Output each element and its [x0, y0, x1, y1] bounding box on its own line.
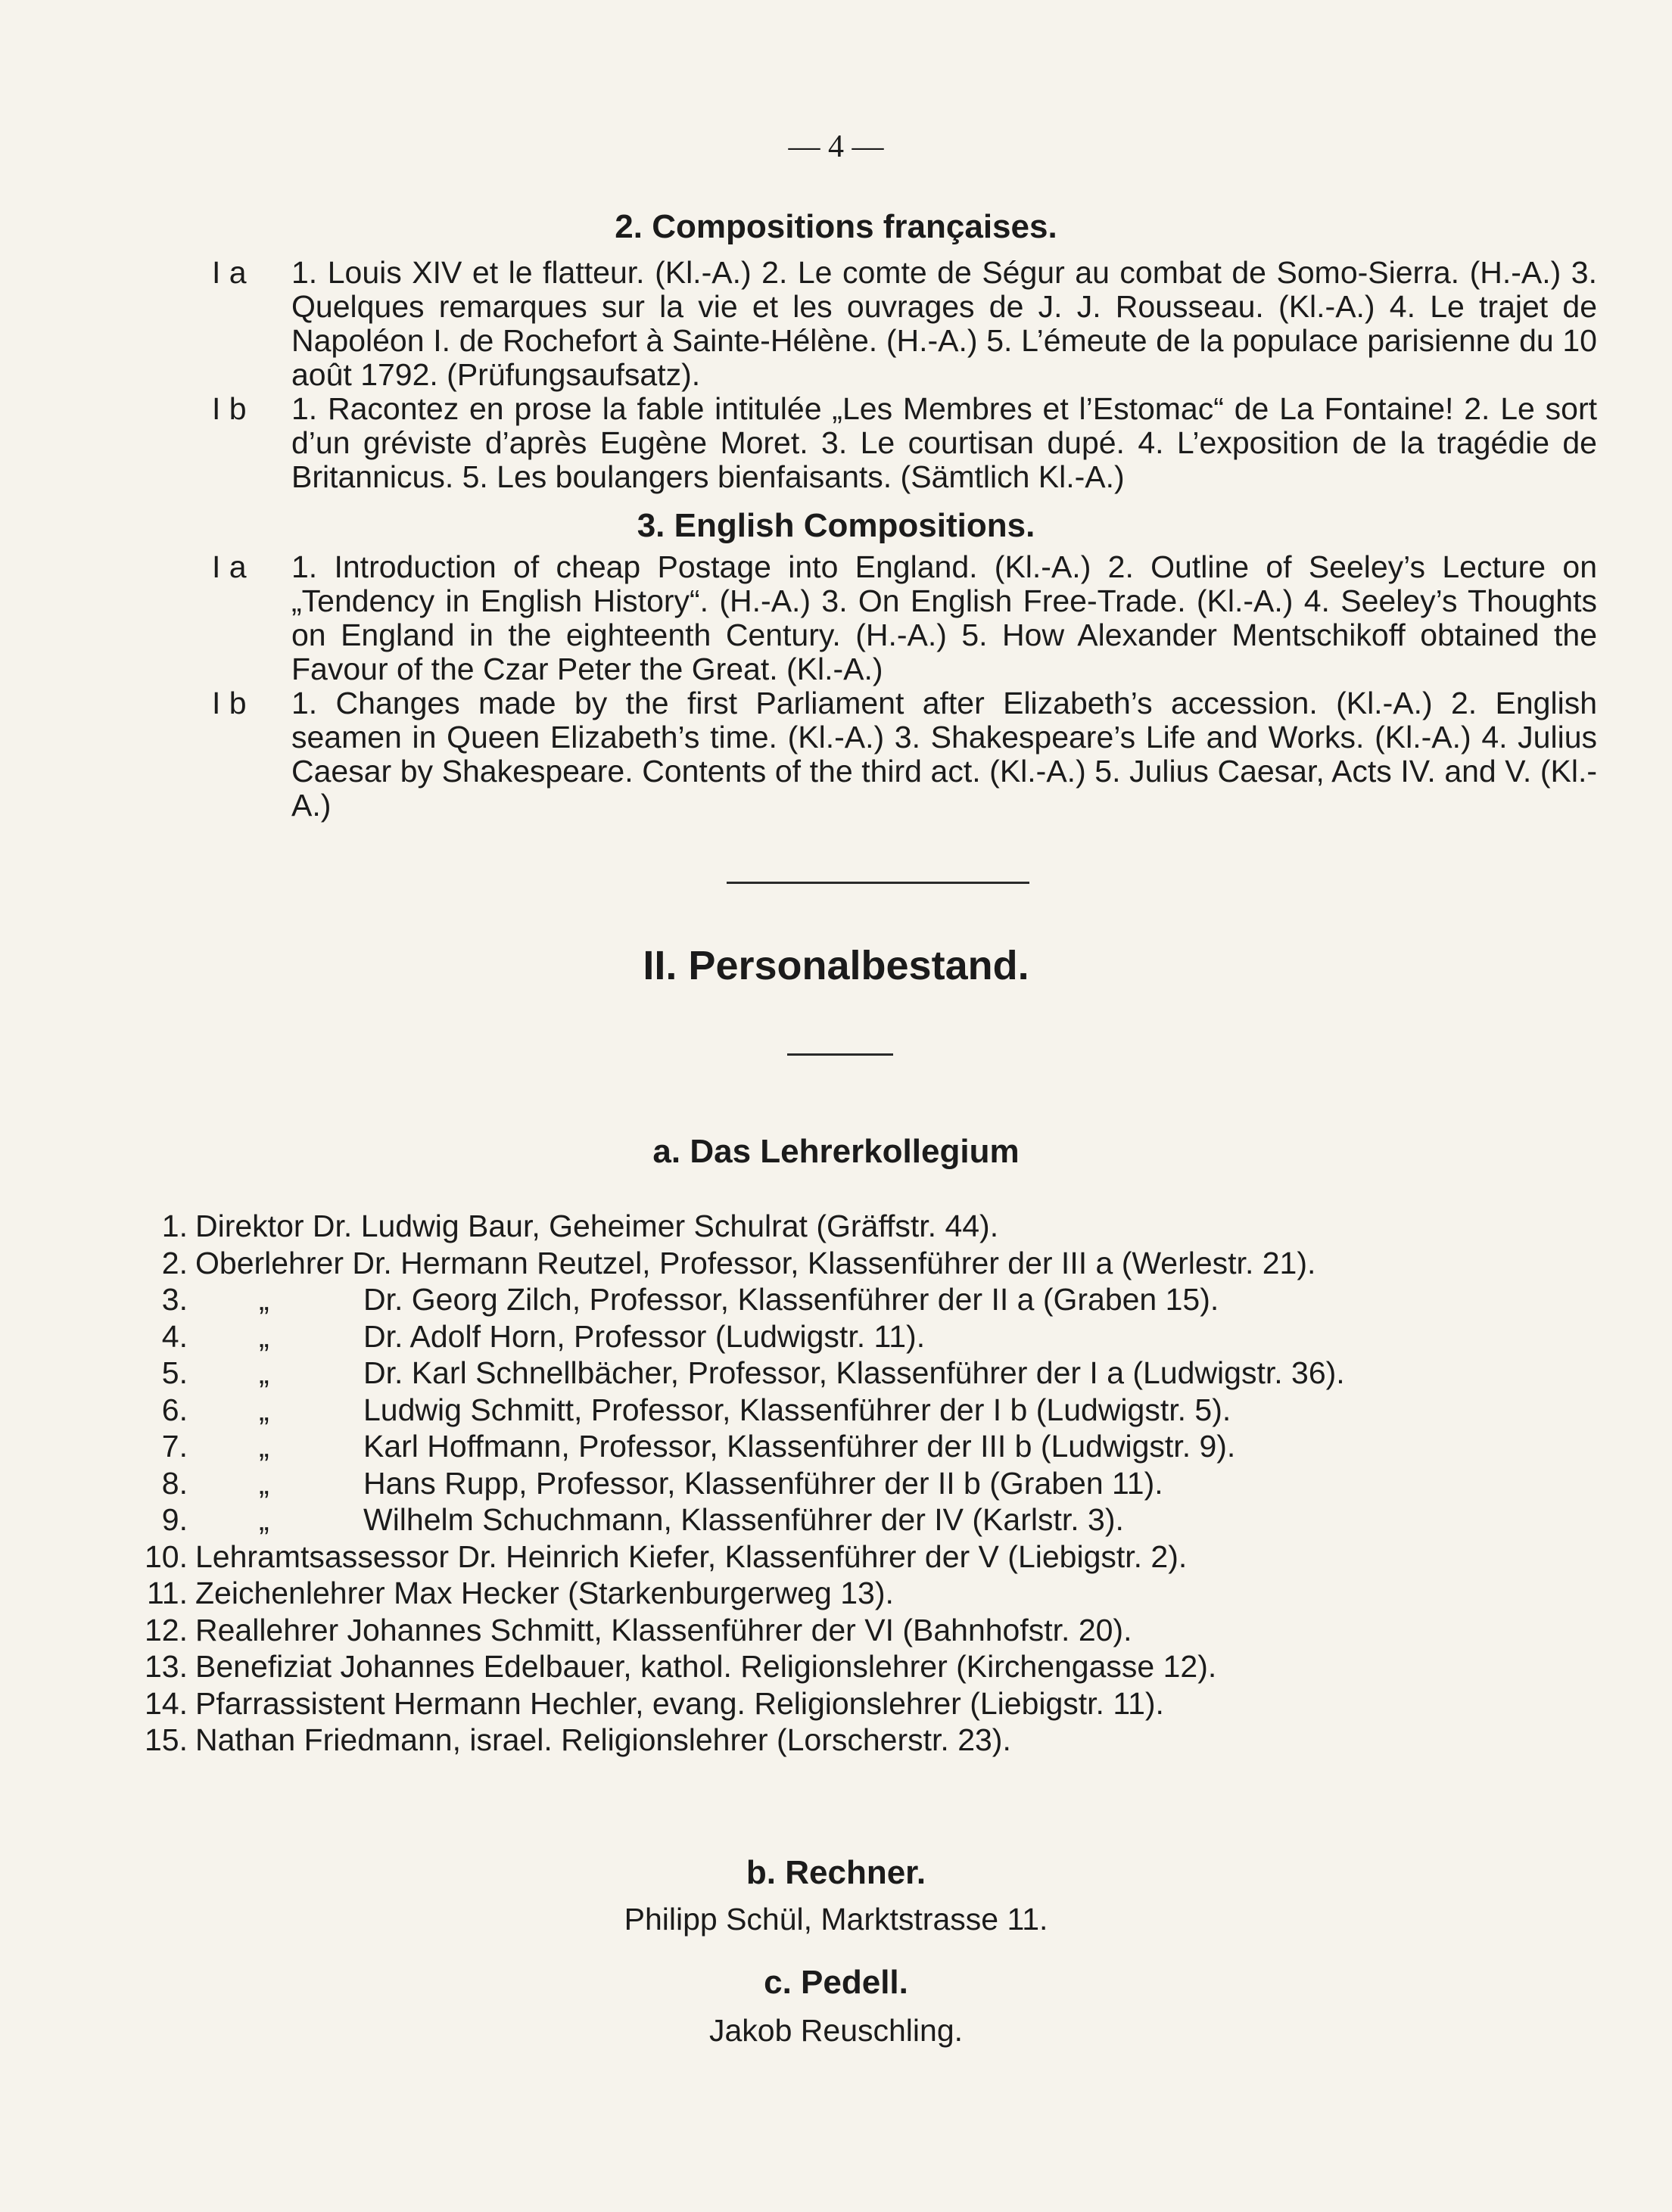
class-label: I b — [212, 391, 247, 426]
class-label: I a — [212, 549, 247, 584]
heading-lehrerkollegium: a. Das Lehrerkollegium — [652, 1133, 1020, 1170]
french-compositions-block — [212, 256, 1597, 494]
heading-divider — [787, 1053, 893, 1056]
ditto-mark: „ — [259, 1502, 269, 1537]
ditto-mark: „ — [259, 1355, 269, 1390]
list-item: 7. „ Karl Hoffmann, Professor, Klassenführer der III b (Ludwigstr. 9). — [161, 1429, 1236, 1464]
teacher-list — [136, 1208, 1574, 1759]
list-item: 10. Lehramtsassessor Dr. Heinrich Kiefer, Klassenführer der V (Liebigstr. 2). — [145, 1538, 1188, 1574]
list-item: 1. Direktor Dr. Ludwig Baur, Geheimer Schulrat (Gräffstr. 44). — [161, 1209, 999, 1243]
list-item: 2. Oberlehrer Dr. Hermann Reutzel, Professor, Klassenführer der III a (Werlestr. 21). — [161, 1245, 1316, 1280]
composition-group — [212, 392, 1597, 494]
ditto-mark: „ — [259, 1392, 269, 1427]
composition-group — [212, 686, 1597, 823]
composition-text: 1. Changes made by the first Parliament after Elizabeth’s accession. (Kl.-A.) 2. English seamen in Queen Elizabeth’s time. (Kl.-A.) 3. Shakespeare’s Life and Works. (Kl.-A.) 4. Julius Caesar by Shakespeare. Contents of the third act. (Kl.-A.) 5. Julius Caesar, Acts IV. and V. (Kl.-A.) — [291, 686, 1597, 823]
english-compositions-block — [212, 550, 1597, 823]
heading-personalbestand: II. Personalbestand. — [643, 943, 1029, 988]
ditto-mark: „ — [259, 1318, 269, 1354]
composition-text: 1. Introduction of cheap Postage into England. (Kl.-A.) 2. Outline of Seeley’s Lecture on „Tendency in English History“. (H.-A.) 3. On English Free-Trade. (Kl.-A.) 4. Seeley’s Thoughts on England in the eighteenth Century. (H.-A.) 5. How Alexander Mentschikoff obtained the Favour of the Czar Peter the Great. (Kl.-A.) — [291, 549, 1597, 686]
class-label: I b — [212, 686, 247, 720]
page-number: — 4 — — [788, 129, 884, 164]
heading-compositions-francaises: 2. Compositions françaises. — [615, 208, 1057, 245]
section-divider — [727, 882, 1029, 884]
list-item: 9. „ Wilhelm Schuchmann, Klassenführer der IV (Karlstr. 3). — [161, 1502, 1124, 1537]
list-item: 11. Zeichenlehrer Max Hecker (Starkenburgerweg 13). — [147, 1576, 894, 1610]
composition-text: 1. Racontez en prose la fable intitulée „Les Membres et l’Estomac“ de La Fontaine! 2. Le sort d’un gréviste d’après Eugène Moret. 3. Le courtisan dupé. 4. L’exposition de la tragédie de Britannicus. 5. Les boulangers bienfaisants. (Sämtlich Kl.-A.) — [291, 391, 1597, 494]
composition-text: 1. Louis XIV et le flatteur. (Kl.-A.) 2. Le comte de Ségur au combat de Somo-Sierra. (H.-A.) 3. Quelques remarques sur la vie et les ouvrages de J. J. Rousseau. (Kl.-A.) 4. Le trajet de Napoléon I. de Rochefort à Sainte-Hélène. (H.-A.) 5. L’émeute de la populace parisienne du 10 août 1792. (Prüfungsaufsatz). — [291, 255, 1597, 392]
list-item: 12. Reallehrer Johannes Schmitt, Klassenführer der VI (Bahnhofstr. 20). — [145, 1612, 1132, 1647]
list-item: 5. „ Dr. Karl Schnellbächer, Professor, Klassenführer der I a (Ludwigstr. 36). — [161, 1355, 1345, 1390]
ditto-mark: „ — [259, 1465, 269, 1501]
heading-english-compositions: 3. English Compositions. — [637, 507, 1035, 544]
list-item: 4. „ Dr. Adolf Horn, Professor (Ludwigstr. 11). — [161, 1318, 926, 1354]
heading-pedell: c. Pedell. — [764, 1964, 908, 2001]
list-item: 3. „ Dr. Georg Zilch, Professor, Klassenführer der II a (Graben 15). — [161, 1282, 1219, 1317]
heading-rechner: b. Rechner. — [746, 1854, 926, 1891]
list-item: 14. Pfarrassistent Hermann Hechler, evang. Religionslehrer (Liebigstr. 11). — [145, 1685, 1164, 1721]
ditto-mark: „ — [259, 1282, 269, 1317]
rechner-name: Philipp Schül, Marktstrasse 11. — [624, 1902, 1048, 1937]
list-item: 8. „ Hans Rupp, Professor, Klassenführer der II b (Graben 11). — [161, 1465, 1163, 1501]
list-item: 13. Benefiziat Johannes Edelbauer, kathol. Religionslehrer (Kirchengasse 12). — [145, 1649, 1217, 1684]
list-item: 6. „ Ludwig Schmitt, Professor, Klassenführer der I b (Ludwigstr. 5). — [161, 1392, 1231, 1427]
ditto-mark: „ — [259, 1429, 269, 1464]
composition-group — [212, 550, 1597, 686]
list-item: 15. Nathan Friedmann, israel. Religionslehrer (Lorscherstr. 23). — [145, 1722, 1011, 1757]
class-label: I a — [212, 255, 247, 290]
composition-group — [212, 256, 1597, 392]
pedell-name: Jakob Reuschling. — [708, 2013, 964, 2048]
